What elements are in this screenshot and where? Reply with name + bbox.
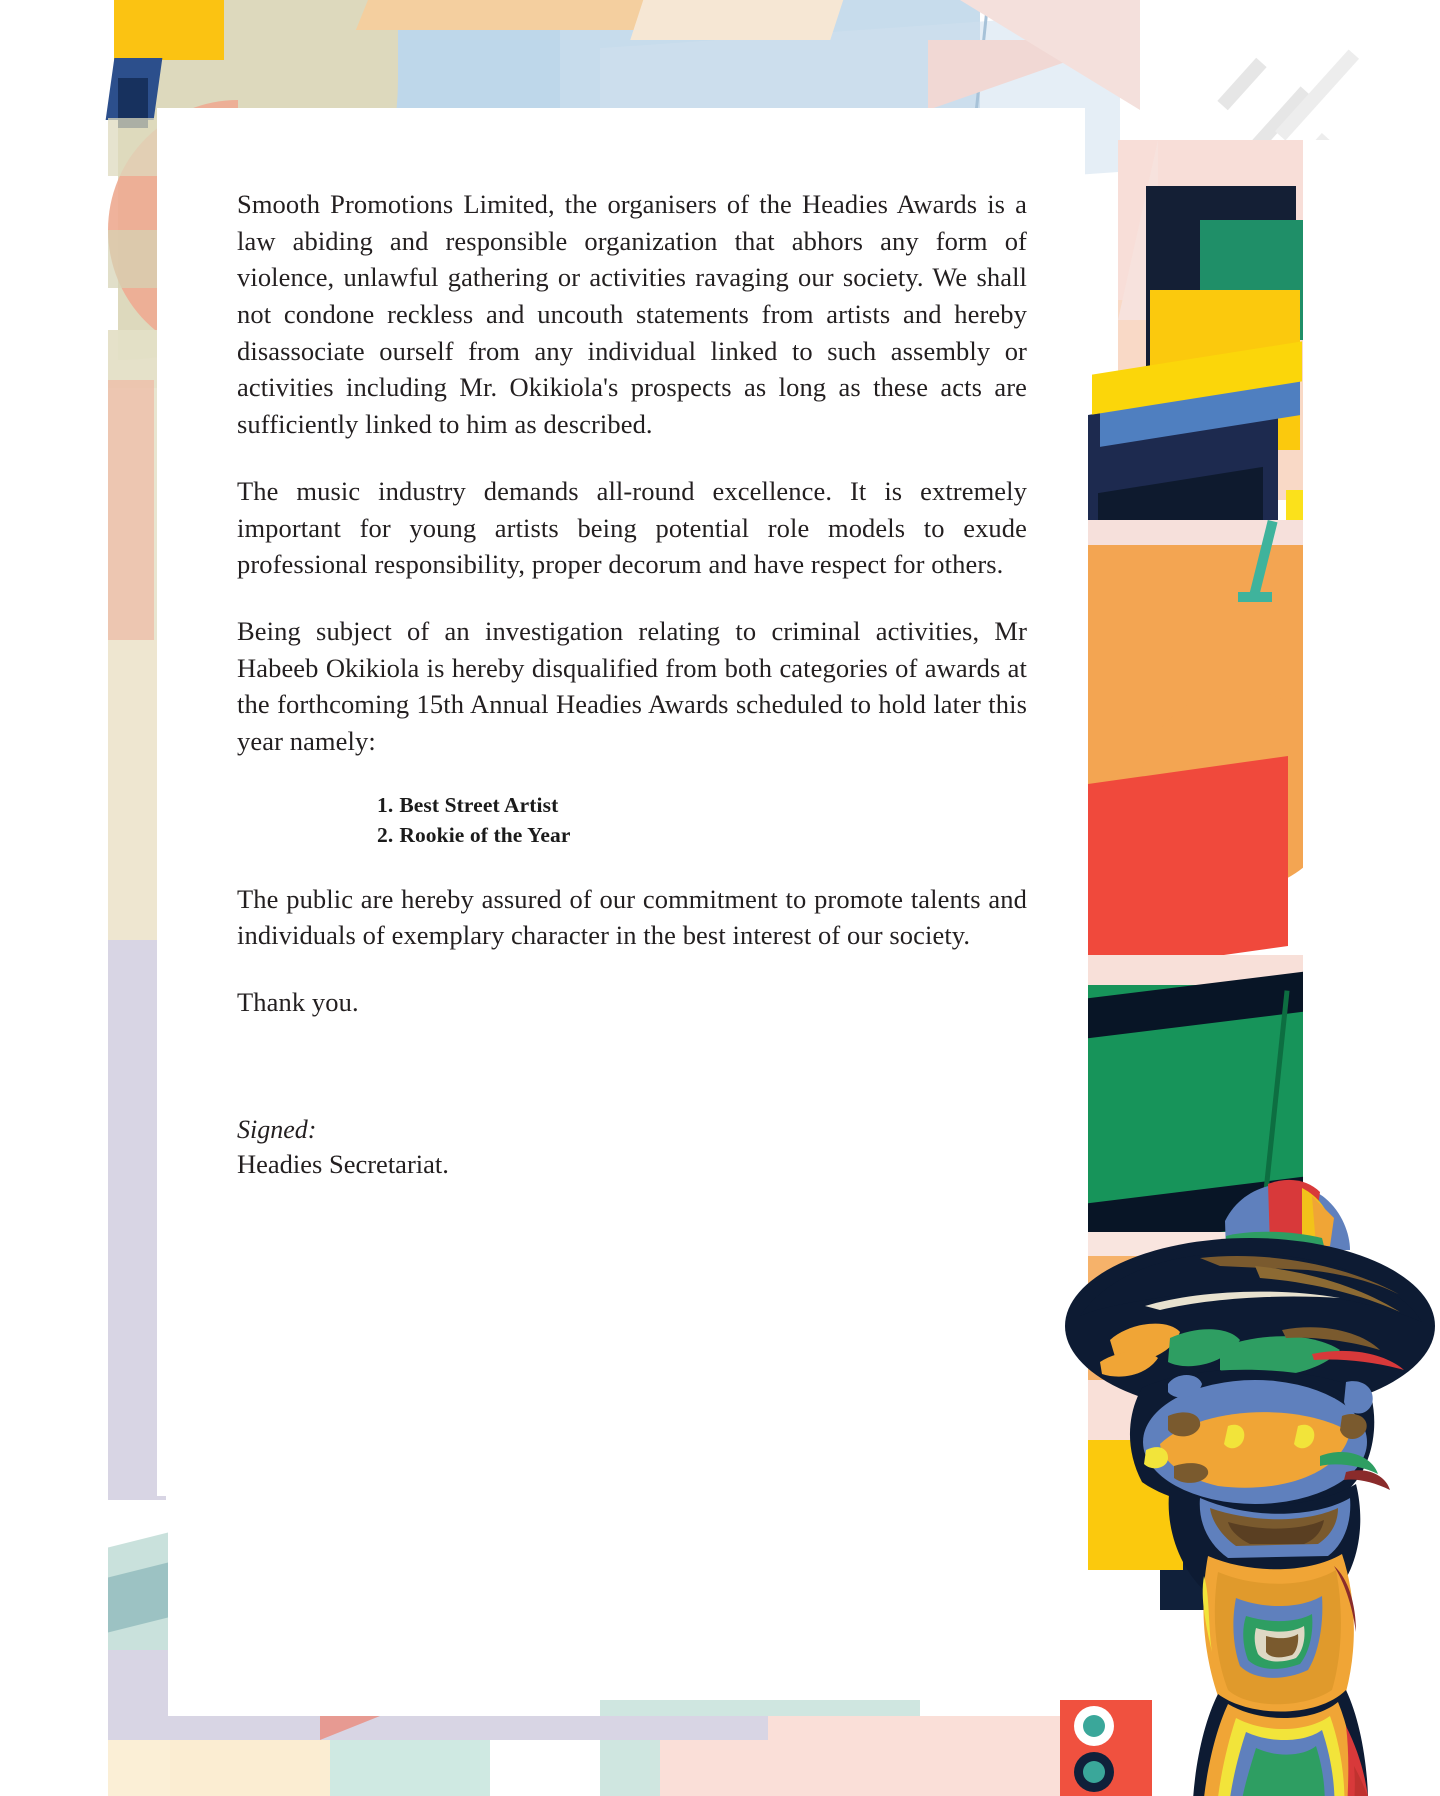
badge-core-top — [1083, 1715, 1105, 1737]
award-category-number: 2. — [377, 823, 394, 848]
bg-shape-gray-bar-c — [1275, 49, 1359, 140]
bg-shape-salmon-left-column — [108, 380, 154, 640]
award-category-number: 1. — [377, 792, 394, 817]
bg-shape-cream-top — [630, 0, 849, 40]
signed-name: Headies Secretariat. — [237, 1149, 449, 1180]
award-category-item — [377, 820, 1027, 851]
bg-shape-mint-bottom-2 — [330, 1740, 490, 1796]
bg-shape-yellow-right-lowest — [1088, 1440, 1183, 1570]
bg-shape-blush-triangle-2 — [960, 0, 1140, 110]
bg-shape-red-right — [1088, 756, 1288, 974]
bg-shape-gray-bar-a — [1217, 58, 1266, 110]
letter-body — [237, 186, 1027, 1182]
paragraph-3: Being subject of an investigation relating to criminal activities, Mr Habeeb Okikiola is hereby disqualified from both categories of awards at the forthcoming 15th Annual Headies Awards scheduled to hold later this year namely: — [237, 615, 1027, 756]
award-category-label: Best Street Artist — [399, 792, 559, 817]
closing-paragraph-1: The public are hereby assured of our commitment to promote talents and individuals of exemplary character in the best interest of our society. — [237, 883, 1027, 951]
bg-shape-white-right-edge — [1303, 140, 1440, 1796]
paragraph-1: Smooth Promotions Limited, the organisers of the Headies Awards is a law abiding and responsible organization that abhors any form of violence, unlawful gathering or activities ravaging our society. We shall not condone reckless and uncouth statements from artists and hereby disassociate ourself from any individual linked to such assembly or activities including Mr. Okikiola's prospects as long as these acts are sufficiently linked to him as described. — [237, 189, 1027, 440]
thank-you-line: Thank you. — [237, 987, 359, 1018]
dot-badge-logo — [1060, 1700, 1152, 1796]
disqualified-award-categories — [237, 790, 1027, 851]
award-category-item — [377, 790, 1027, 821]
badge-core-bottom — [1083, 1761, 1105, 1783]
signed-label: Signed: — [237, 1114, 317, 1144]
award-category-label: Rookie of the Year — [399, 823, 571, 848]
bg-shape-red-bottom-wedge — [320, 1716, 380, 1740]
signature-block — [237, 1113, 1027, 1182]
bg-shape-teal-right-hook2 — [1238, 592, 1272, 602]
bg-shape-lilac-bottom-bar — [108, 1716, 768, 1740]
paragraph-2: The music industry demands all-round excellence. It is extremely important for young artists being potential role models to exude professional responsibility, proper decorum and have respect for others. — [237, 475, 1027, 580]
bg-shape-cream-bottom — [170, 1740, 330, 1796]
bg-shape-yellow-topleft — [114, 0, 224, 60]
letter-sheet — [157, 108, 1085, 1496]
